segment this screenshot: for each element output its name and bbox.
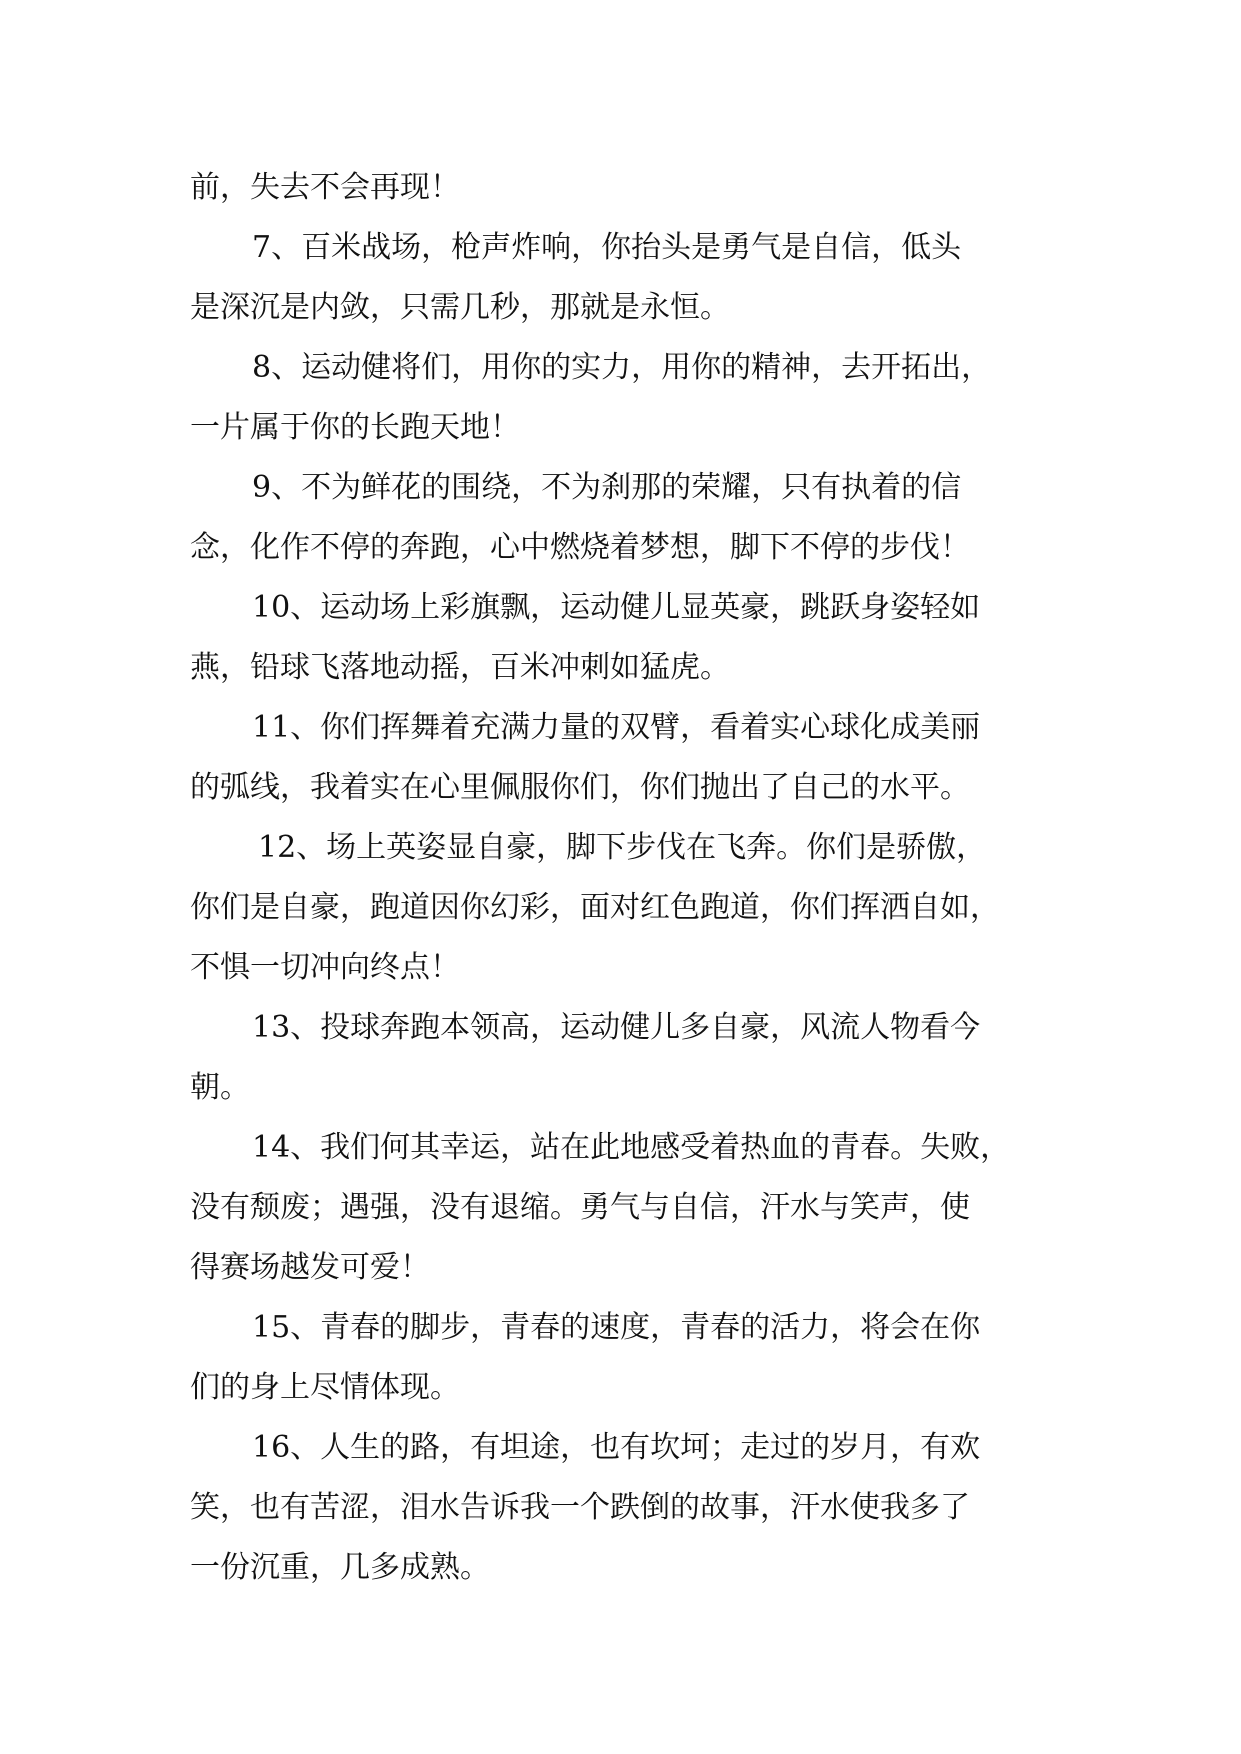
paragraph-16-line: 一份沉重，几多成熟。 <box>190 1550 490 1585</box>
paragraph-12-line: 不惧一切冲向终点！ <box>190 950 460 985</box>
paragraph-9-line: 念，化作不停的奔跑，心中燃烧着梦想，脚下不停的步伐！ <box>190 530 970 565</box>
paragraph-8-start: 8、运动健将们，用你的实力，用你的精神，去开拓出， <box>252 350 992 385</box>
paragraph-9-start: 9、不为鲜花的围绕，不为刹那的荣耀，只有执着的信 <box>252 470 962 505</box>
paragraph-7-start: 7、百米战场，枪声炸响，你抬头是勇气是自信，低头 <box>252 230 962 265</box>
paragraph-13-line: 朝。 <box>190 1070 250 1105</box>
paragraph-13-start: 13、投球奔跑本领高，运动健儿多自豪，风流人物看今 <box>252 1010 981 1045</box>
paragraph-8-line: 一片属于你的长跑天地！ <box>190 410 520 445</box>
paragraph-14-line: 得赛场越发可爱！ <box>190 1250 430 1285</box>
paragraph-7-line: 是深沉是内敛，只需几秒，那就是永恒。 <box>190 290 730 325</box>
paragraph-11-start: 11、你们挥舞着充满力量的双臂，看着实心球化成美丽 <box>252 710 981 745</box>
paragraph-12-start: 12、场上英姿显自豪，脚下步伐在飞奔。你们是骄傲， <box>258 830 987 865</box>
paragraph-16-line: 笑，也有苦涩，泪水告诉我一个跌倒的故事，汗水使我多了 <box>190 1490 970 1525</box>
paragraph-15-line: 们的身上尽情体现。 <box>190 1370 460 1405</box>
paragraph-15-start: 15、青春的脚步，青春的速度，青春的活力，将会在你 <box>252 1310 981 1345</box>
paragraph-12-line: 你们是自豪，跑道因你幻彩，面对红色跑道，你们挥洒自如， <box>190 890 1000 925</box>
paragraph-16-start: 16、人生的路，有坦途，也有坎坷；走过的岁月，有欢 <box>252 1430 981 1465</box>
paragraph-14-start: 14、我们何其幸运，站在此地感受着热血的青春。失败， <box>252 1130 1011 1165</box>
paragraph-14-line: 没有颓废；遇强，没有退缩。勇气与自信，汗水与笑声，使 <box>190 1190 970 1225</box>
document-body <box>190 158 1050 1598</box>
paragraph-10-start: 10、运动场上彩旗飘，运动健儿显英豪，跳跃身姿轻如 <box>252 590 981 625</box>
paragraph-10-line: 燕，铅球飞落地动摇，百米冲刺如猛虎。 <box>190 650 730 685</box>
line-continuation: 前，失去不会再现！ <box>190 170 460 205</box>
paragraph-11-line: 的弧线，我着实在心里佩服你们，你们抛出了自己的水平。 <box>190 770 970 805</box>
